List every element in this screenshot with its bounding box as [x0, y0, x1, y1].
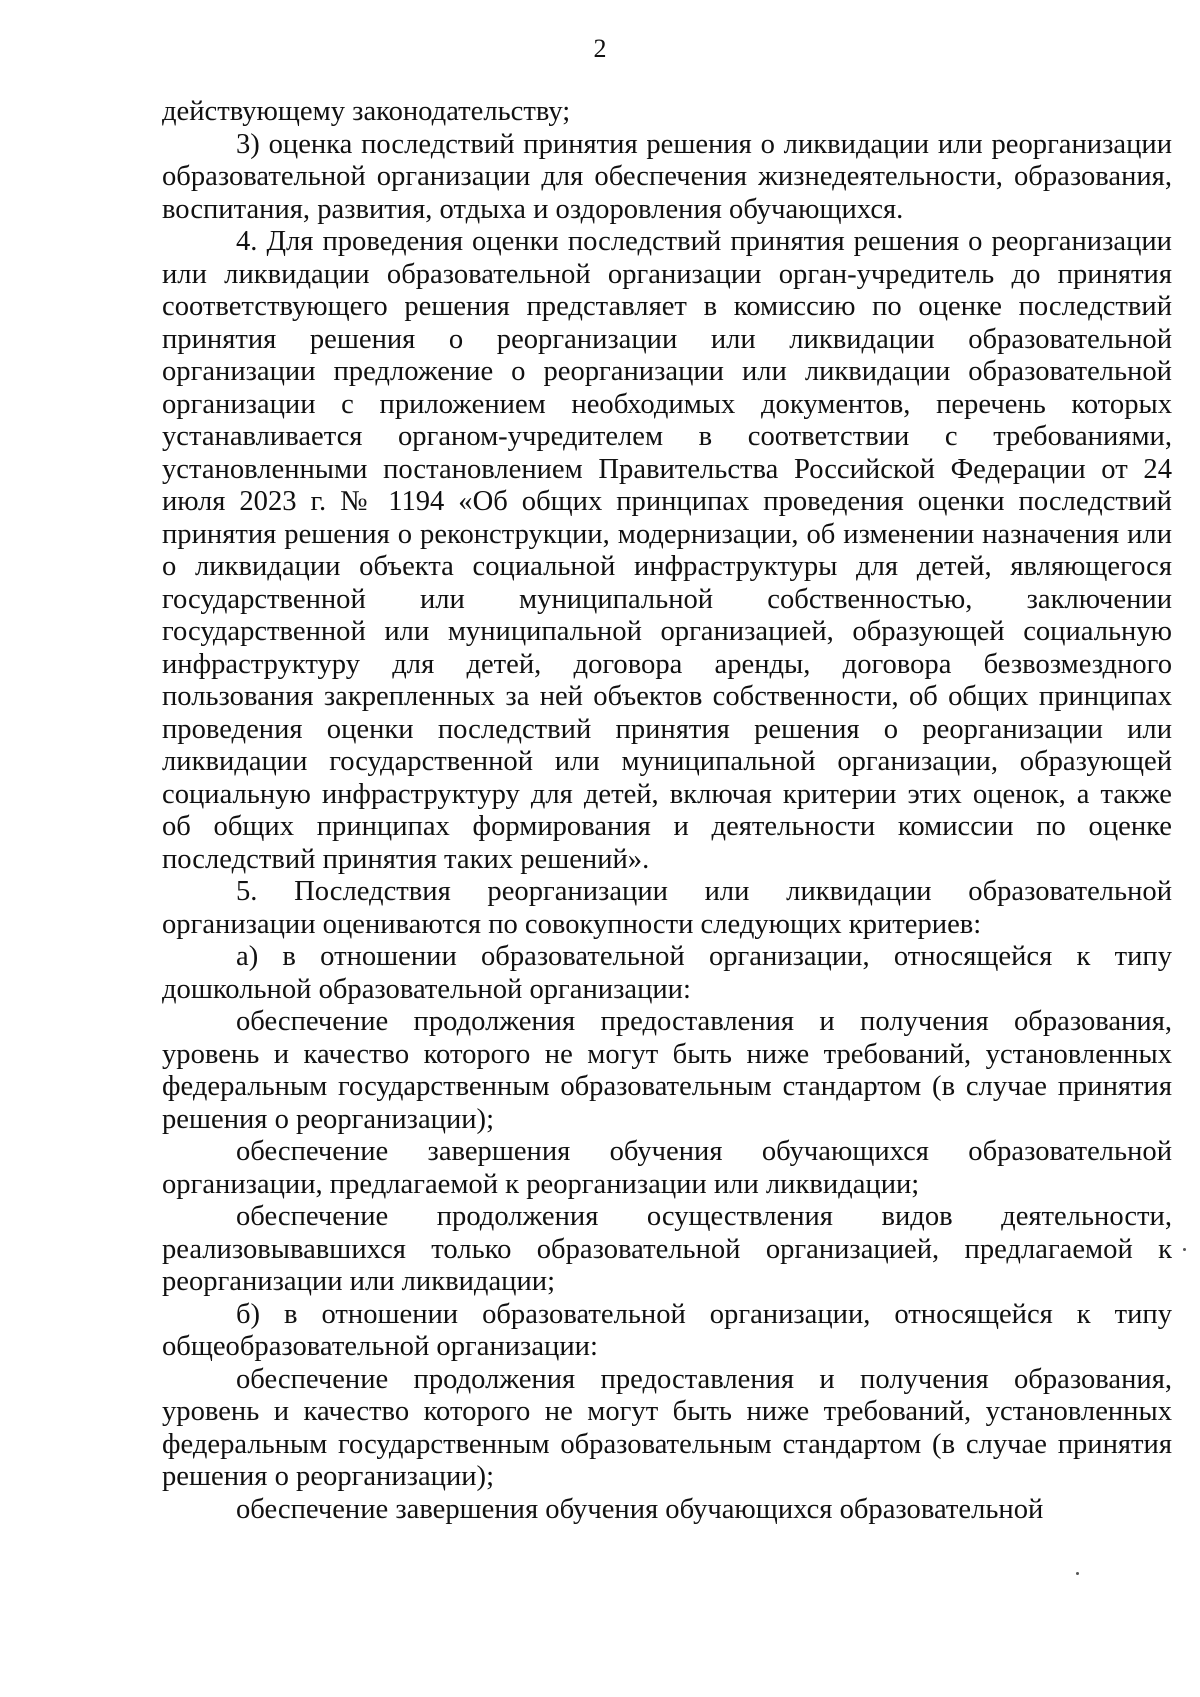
paragraph-section-4: 4. Для проведения оценки последствий принятия решения о реорганизации или ликвидации образовательной организации орган-учредитель до принятия соответствующего решения представляет в комиссию по оценке последствий принятия решения о реорганизации или ликвидации образовательной организации предложение о реорганизации или ликвидации образовательной организации с приложением необходимых документов, перечень которых устанавливается органом-учредителем в соответствии с требованиями, установленными постановлением Правительства Российской Федерации от 24 июля 2023 г. № 1194 «Об общих принципах проведения оценки последствий принятия решения о реконструкции, модернизации, об изменении назначения или о ликвидации объекта социальной инфраструктуры для детей, являющегося государственной или муниципальной собственностью, заключении государственной или муниципальной организацией, образующей социальную инфраструктуру для детей, договора аренды, договора безвозмездного пользования закрепленных за ней объектов собственности, об общих принципах проведения оценки последствий принятия решения о реорганизации или ликвидации государственной или муниципальной организации, образующей социальную инфраструктуру для детей, включая критерии этих оценок, а также об общих принципах формирования и деятельности комиссии по оценке последствий принятия таких решений». — [162, 226, 1172, 875]
paragraph-criterion: обеспечение продолжения осуществления видов деятельности, реализовывавшихся только образовательной организацией, предлагаемой к реорганизации или ликвидации; — [162, 1201, 1172, 1297]
document-body — [162, 96, 1172, 1526]
paragraph-criterion: обеспечение завершения обучения обучающихся образовательной — [236, 1493, 1044, 1525]
paragraph-criterion: обеспечение продолжения предоставления и получения образования, уровень и качество которого не могут быть ниже требований, установленных федеральным государственным образовательным стандартом (в случае принятия решения о реорганизации); — [162, 1006, 1172, 1135]
paragraph-section-5: 5. Последствия реорганизации или ликвидации образовательной организации оцениваются по совокупности следующих критериев: — [162, 876, 1172, 940]
paragraph-item-3: 3) оценка последствий принятия решения о ликвидации или реорганизации образовательной организации для обеспечения жизнедеятельности, образования, воспитания, развития, отдыха и оздоровления обучающихся. — [162, 128, 1172, 225]
paragraph-criterion: обеспечение завершения обучения обучающихся образовательной организации, предлагаемой к реорганизации или ликвидации; — [162, 1136, 1172, 1200]
paragraph-continuation: действующему законодательству; — [162, 96, 571, 127]
page-number: 2 — [593, 34, 607, 63]
paragraph-subitem-a: а) в отношении образовательной организации, относящейся к типу дошкольной образовательной организации: — [162, 941, 1172, 1005]
paragraph-criterion: обеспечение продолжения предоставления и получения образования, уровень и качество которого не могут быть ниже требований, установленных федеральным государственным образовательным стандартом (в случае принятия решения о реорганизации); — [162, 1363, 1172, 1492]
scan-speck — [1183, 1248, 1186, 1251]
scan-speck — [1076, 1572, 1079, 1575]
paragraph-subitem-b: б) в отношении образовательной организации, относящейся к типу общеобразовательной организации: — [162, 1298, 1172, 1362]
